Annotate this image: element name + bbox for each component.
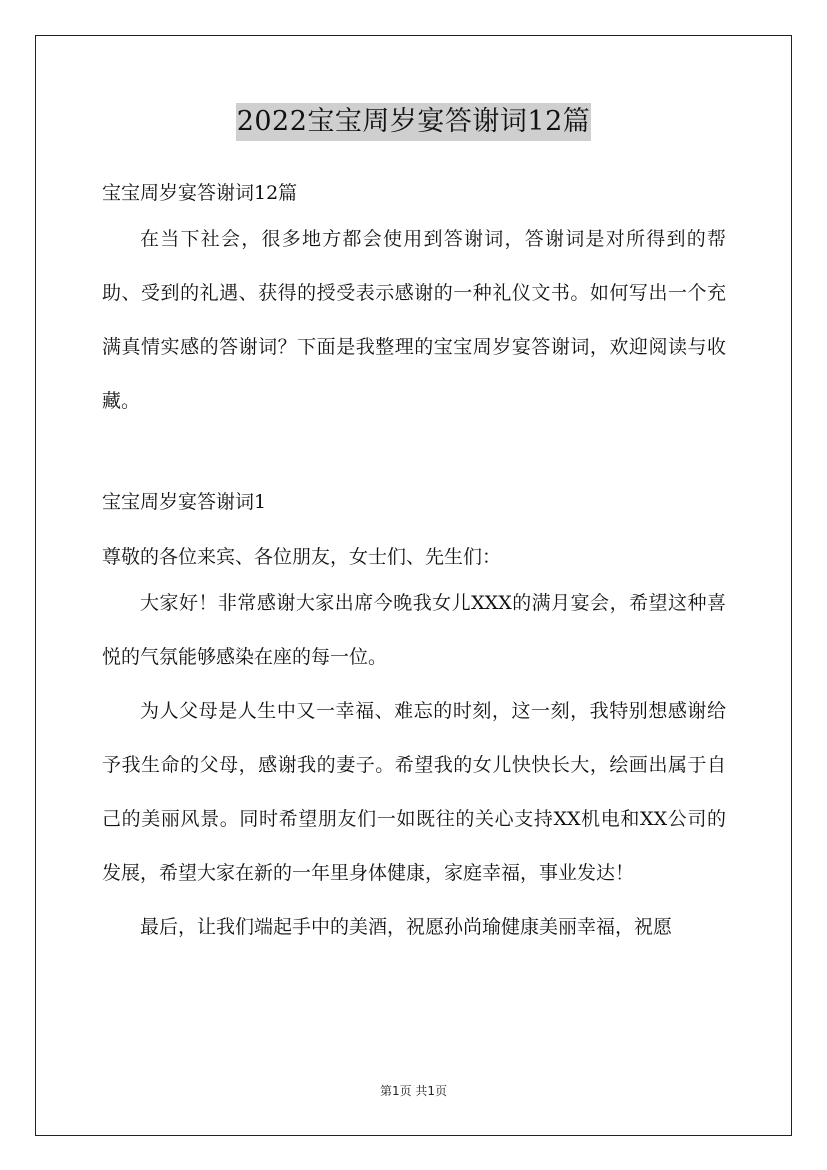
document-body	[102, 175, 726, 954]
page-footer: 第1页 共1页	[379, 1084, 448, 1098]
salutation: 尊敬的各位来宾、各位朋友，女士们、先生们：	[102, 546, 502, 568]
title-container	[0, 103, 827, 141]
body-paragraph-1: 大家好！非常感谢大家出席今晚我女儿XXX的满月宴会，希望这种喜悦的气氛能够感染在座的每一位。	[102, 592, 726, 668]
document-subtitle: 宝宝周岁宴答谢词12篇	[102, 182, 298, 204]
section-spacer	[102, 428, 726, 484]
intro-paragraph: 在当下社会，很多地方都会使用到答谢词，答谢词是对所得到的帮助、受到的礼遇、获得的授受表示感谢的一种礼仪文书。如何写出一个充满真情实感的答谢词？下面是我整理的宝宝周岁宴答谢词，欢迎阅读与收藏。	[102, 228, 726, 412]
body-paragraph-2: 为人父母是人生中又一幸福、难忘的时刻，这一刻，我特别想感谢给予我生命的父母，感谢我的妻子。希望我的女儿快快长大，绘画出属于自己的美丽风景。同时希望朋友们一如既往的关心支持XX机电和XX公司的发展，希望大家在新的一年里身体健康，家庭幸福，事业发达！	[102, 700, 726, 884]
body-paragraph-3: 最后，让我们端起手中的美酒，祝愿孙尚瑜健康美丽幸福，祝愿	[140, 916, 673, 938]
document-title: 2022宝宝周岁宴答谢词12篇	[236, 103, 592, 141]
section-heading: 宝宝周岁宴答谢词1	[102, 491, 267, 513]
